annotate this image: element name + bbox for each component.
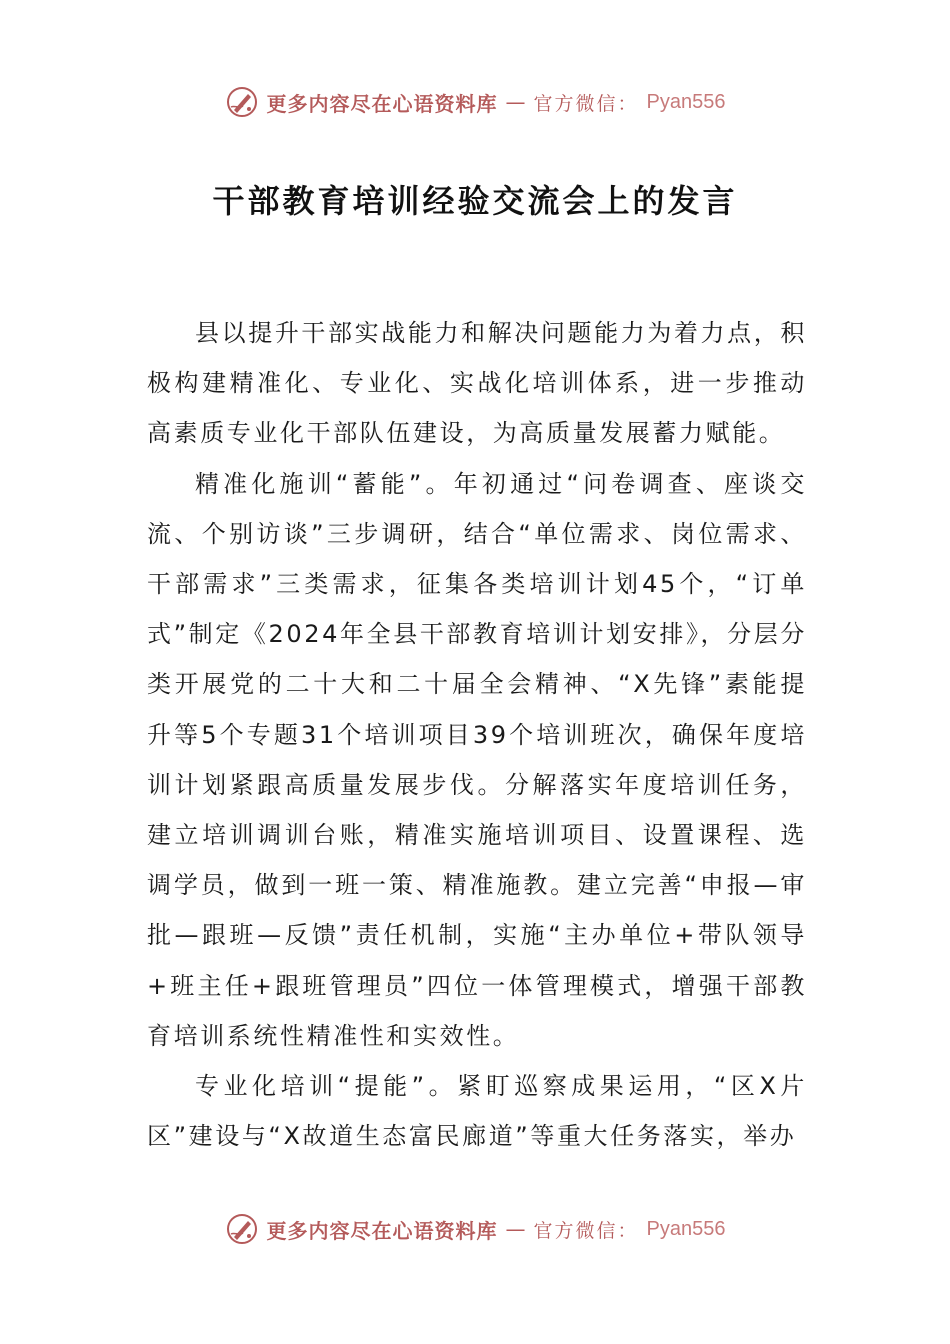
banner-brand-text: 更多内容尽在心语资料库 xyxy=(266,1218,498,1243)
footer-banner xyxy=(0,1209,950,1249)
banner-wechat-label: 官方微信： xyxy=(533,92,639,115)
banner-brand-text: 更多内容尽在心语资料库 xyxy=(266,91,498,116)
paragraph-precision-training: 精准化施训“蓄能”。年初通过“问卷调查、座谈交流、个别访谈”三步调研，结合“单位需求、岗位需求、干部需求”三类需求，征集各类培训计划45个，“订单式”制定《2024年全县干部教育培训计划安排》，分层分类开展党的二十大和二十届全会精神、“X先锋”素能提升等5个专题31个培训项目39个培训班次，确保年度培训计划紧跟高质量发展步伐。分解落实年度培训任务，建立培训调训台账，精准实施培训项目、设置课程、选调学员，做到一班一策、精准施教。建立完善“申报—审批—跟班—反馈”责任机制，实施“主办单位+带队领导+班主任+跟班管理员”四位一体管理模式，增强干部教育培训系统性精准性和实效性。 xyxy=(147,469,807,1050)
banner-wechat-label: 官方微信： xyxy=(533,1219,639,1242)
banner-dash: — xyxy=(505,90,526,114)
pen-circle-logo-icon xyxy=(225,1212,259,1246)
paragraph-intro: 县以提升干部实战能力和解决问题能力为着力点，积极构建精准化、专业化、实战化培训体系，进一步推动高素质专业化干部队伍建设，为高质量发展蓄力赋能。 xyxy=(147,319,807,448)
pen-circle-logo-icon xyxy=(225,85,259,119)
banner-dash: — xyxy=(505,1217,526,1241)
banner-wechat-id: Pyan556 xyxy=(646,1217,726,1240)
paragraph-professional-training: 专业化培训“提能”。紧盯巡察成果运用，“区X片区”建设与“X故道生态富民廊道”等重大任务落实，举办 xyxy=(147,1072,807,1151)
header-banner xyxy=(0,82,950,122)
document-title: 干部教育培训经验交流会上的发言 xyxy=(212,182,738,220)
document-body xyxy=(147,308,807,1161)
banner-wechat-id: Pyan556 xyxy=(646,90,726,113)
